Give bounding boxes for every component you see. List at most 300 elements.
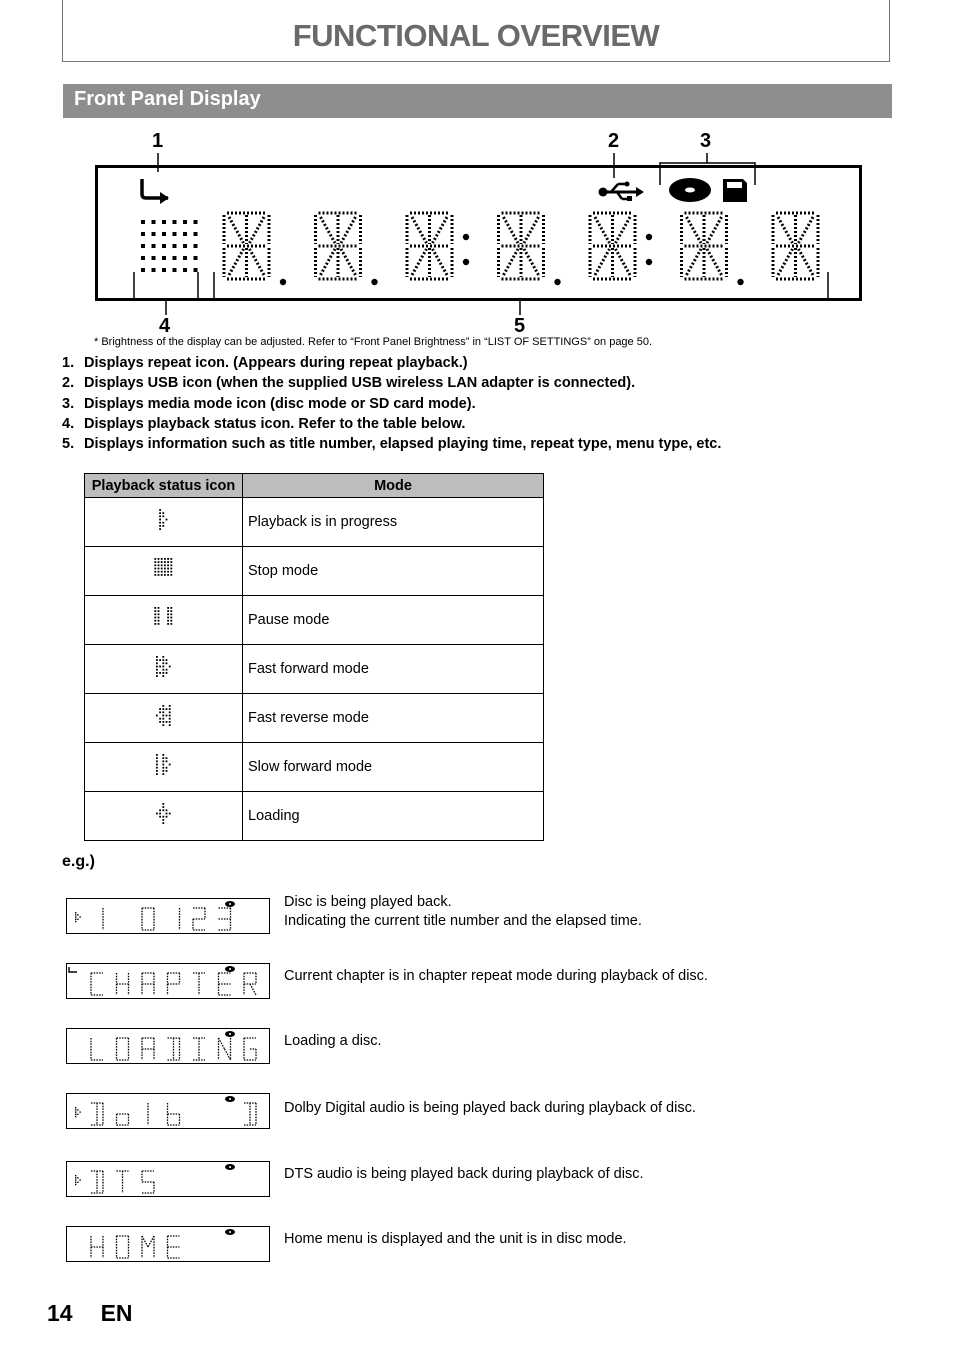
pattern-dot <box>168 715 170 717</box>
pattern-dot <box>162 770 164 772</box>
pattern-dot <box>156 662 158 664</box>
pattern-dot <box>157 568 159 570</box>
status-dot <box>77 914 78 915</box>
status-dot <box>79 1179 80 1180</box>
examples-label: e.g.) <box>62 853 95 870</box>
table-row: Pause mode <box>85 596 544 645</box>
pattern-dot <box>154 607 156 609</box>
pattern-dot <box>165 721 167 723</box>
status-dot <box>77 1109 78 1110</box>
table-row: Loading <box>85 792 544 841</box>
pattern-dot <box>167 613 169 615</box>
digit-segment <box>321 249 336 275</box>
table-row: Fast forward mode <box>85 645 544 694</box>
pattern-dot <box>162 515 164 517</box>
pattern-dot <box>154 620 156 622</box>
digit-segment <box>687 249 702 275</box>
digit-segment <box>595 249 610 275</box>
pattern-dot <box>165 659 167 661</box>
disc-hole <box>229 903 231 905</box>
matrix-dot <box>183 220 187 224</box>
glyph-segment <box>219 1038 225 1049</box>
matrix-dot <box>194 220 198 224</box>
usb-icon <box>599 182 645 202</box>
pattern-dot <box>170 561 172 563</box>
pattern-dot <box>154 571 156 573</box>
digit-segment <box>595 217 610 243</box>
pattern-dot <box>168 708 170 710</box>
pattern-dot <box>164 558 166 560</box>
pattern-dot <box>162 512 164 514</box>
pattern-dot <box>157 564 159 566</box>
pattern-dot <box>156 675 158 677</box>
pattern-dot <box>165 757 167 759</box>
status-dot <box>75 921 76 922</box>
matrix-dot <box>152 232 156 236</box>
status-dot <box>75 1111 76 1112</box>
pattern-dot <box>160 561 162 563</box>
pattern-dot <box>157 571 159 573</box>
digit-segment <box>687 217 702 243</box>
pattern-dot <box>165 715 167 717</box>
pattern-dot <box>162 767 164 769</box>
pattern-dot <box>162 705 164 707</box>
pattern-dot <box>165 816 167 818</box>
pattern-dot <box>170 558 172 560</box>
pattern-dot <box>156 659 158 661</box>
pattern-dot <box>159 519 161 521</box>
digit-segment <box>707 217 722 243</box>
pattern-dot <box>162 721 164 723</box>
pattern-dot <box>154 568 156 570</box>
example-display-chapter <box>66 963 270 999</box>
pattern-dot <box>162 718 164 720</box>
matrix-dot <box>183 232 187 236</box>
disc-hole <box>229 968 231 970</box>
disc-icon <box>669 178 711 202</box>
pattern-dot <box>162 764 164 766</box>
pattern-dot <box>159 522 161 524</box>
pattern-dot <box>156 757 158 759</box>
pattern-dot <box>160 571 162 573</box>
digit-segment <box>778 217 793 243</box>
pattern-dot <box>156 672 158 674</box>
pattern-dot <box>160 558 162 560</box>
pattern-dot <box>156 760 158 762</box>
callout-2: 2 <box>608 130 620 152</box>
pattern-dot <box>159 515 161 517</box>
pause-dot-icon <box>149 604 179 632</box>
pattern-dot <box>154 564 156 566</box>
pattern-dot <box>170 568 172 570</box>
glyph-segment <box>225 1049 231 1060</box>
pattern-dot <box>162 675 164 677</box>
status-dot <box>75 1177 76 1178</box>
segment-digit <box>773 213 818 279</box>
pattern-dot <box>156 715 158 717</box>
pattern-dot <box>154 623 156 625</box>
status-dot <box>75 916 76 917</box>
pattern-dot <box>162 656 164 658</box>
pattern-dot <box>157 617 159 619</box>
pattern-dot <box>168 721 170 723</box>
pattern-dot <box>162 754 164 756</box>
loading-dot-icon <box>149 800 179 828</box>
pattern-dot <box>159 528 161 530</box>
pattern-dot <box>162 724 164 726</box>
callout-3: 3 <box>700 130 712 152</box>
glyph-segment <box>148 1236 154 1247</box>
disc-hole <box>229 1231 231 1233</box>
digit-segment <box>707 249 722 275</box>
pattern-dot <box>162 715 164 717</box>
pattern-dot <box>157 613 159 615</box>
status-dot <box>75 1109 76 1110</box>
example-description: Home menu is displayed and the unit is in disc mode. <box>284 1231 627 1247</box>
pattern-dot <box>168 813 170 815</box>
matrix-dot <box>162 244 166 248</box>
pattern-dot <box>159 816 161 818</box>
disc-hole <box>229 1166 231 1168</box>
pattern-dot <box>164 568 166 570</box>
pattern-dot <box>164 561 166 563</box>
pattern-dot <box>156 813 158 815</box>
status-dot <box>75 912 76 913</box>
matrix-dot <box>173 220 177 224</box>
digit-segment <box>433 217 448 243</box>
pattern-dot <box>157 558 159 560</box>
example-display-dts <box>66 1161 270 1197</box>
segment-digit <box>316 213 378 285</box>
pattern-dot <box>170 617 172 619</box>
digit-segment <box>524 217 539 243</box>
pattern-dot <box>159 666 161 668</box>
matrix-dot <box>162 232 166 236</box>
seven-segment-digits <box>224 213 818 285</box>
example-description: Current chapter is in chapter repeat mode during playback of disc. <box>284 968 708 984</box>
matrix-dot <box>173 244 177 248</box>
playback-status-table <box>84 473 544 841</box>
pattern-dot <box>167 568 169 570</box>
digit-segment <box>616 217 631 243</box>
list-item: 4. Displays playback status icon. Refer to the table below. <box>62 415 466 432</box>
matrix-dot <box>141 220 145 224</box>
example-display-home <box>66 1226 270 1262</box>
footnote: * Brightness of the display can be adjusted. Refer to “Front Panel Brightness” in “LIST OF SETTINGS” on page 50. <box>94 336 653 348</box>
pattern-dot <box>162 708 164 710</box>
status-dot <box>77 919 78 920</box>
pattern-dot <box>165 760 167 762</box>
matrix-dot <box>194 244 198 248</box>
status-dot <box>77 1114 78 1115</box>
status-dot <box>77 1177 78 1178</box>
pattern-dot <box>165 813 167 815</box>
status-dot <box>75 1175 76 1176</box>
matrix-dot <box>152 220 156 224</box>
pattern-dot <box>170 623 172 625</box>
matrix-dot <box>141 232 145 236</box>
digit-segment <box>799 249 814 275</box>
pattern-dot <box>156 656 158 658</box>
pattern-dot <box>165 708 167 710</box>
pattern-dot <box>168 764 170 766</box>
pattern-dot <box>159 711 161 713</box>
play-dot-icon <box>149 506 179 534</box>
callout-5: 5 <box>514 315 526 337</box>
pattern-dot <box>165 767 167 769</box>
table-row: Playback is in progress <box>85 498 544 547</box>
pattern-dot <box>167 610 169 612</box>
pattern-dot <box>162 669 164 671</box>
segment-digit <box>682 213 744 285</box>
pattern-dot <box>156 764 158 766</box>
column-header: Mode <box>243 474 544 498</box>
pattern-dot <box>157 607 159 609</box>
pattern-dot <box>157 623 159 625</box>
digit-segment <box>250 249 265 275</box>
pattern-dot <box>167 607 169 609</box>
example-display-loading <box>66 1028 270 1064</box>
sd-card-icon <box>723 179 747 202</box>
pattern-dot <box>159 509 161 511</box>
list-item: 5. Displays information such as title number, elapsed playing time, repeat type, menu type, etc. <box>62 436 722 453</box>
matrix-dot <box>141 256 145 260</box>
pattern-dot <box>167 571 169 573</box>
pattern-dot <box>170 610 172 612</box>
pattern-dot <box>165 669 167 671</box>
pattern-dot <box>167 623 169 625</box>
matrix-dot <box>162 256 166 260</box>
pattern-dot <box>164 571 166 573</box>
table-row: Fast reverse mode <box>85 694 544 743</box>
list-item: 3. Displays media mode icon (disc mode or SD card mode). <box>62 395 476 412</box>
matrix-dot <box>194 268 198 272</box>
matrix-dot <box>194 256 198 260</box>
matrix-dot <box>162 220 166 224</box>
pattern-dot <box>154 617 156 619</box>
repeat-icon <box>142 179 169 204</box>
table-row: Slow forward mode <box>85 743 544 792</box>
pattern-dot <box>167 620 169 622</box>
disc-hole <box>229 1033 231 1035</box>
pattern-dot <box>168 711 170 713</box>
status-dot <box>79 1111 80 1112</box>
matrix-dot <box>141 268 145 272</box>
pattern-dot <box>170 613 172 615</box>
pattern-dot <box>170 571 172 573</box>
pattern-dot <box>160 574 162 576</box>
pattern-dot <box>159 721 161 723</box>
pattern-dot <box>162 822 164 824</box>
list-item: 2. Displays USB icon (when the supplied USB wireless LAN adapter is connected). <box>62 375 636 392</box>
digit-segment <box>412 249 427 275</box>
pattern-dot <box>170 620 172 622</box>
table-header-row <box>85 474 544 498</box>
digit-segment <box>250 217 265 243</box>
glyph-segment <box>142 1236 148 1247</box>
matrix-dot <box>173 256 177 260</box>
matrix-dot <box>183 244 187 248</box>
matrix-dot <box>173 232 177 236</box>
pattern-dot <box>154 574 156 576</box>
digit-segment <box>799 217 814 243</box>
status-dot <box>75 1116 76 1117</box>
pattern-dot <box>167 558 169 560</box>
front-panel-display <box>95 165 862 301</box>
digit-segment <box>616 249 631 275</box>
pattern-dot <box>156 773 158 775</box>
pattern-dot <box>162 803 164 805</box>
pattern-dot <box>162 816 164 818</box>
pattern-dot <box>156 669 158 671</box>
pattern-dot <box>167 574 169 576</box>
decimal-dot <box>737 279 743 285</box>
pattern-dot <box>162 662 164 664</box>
repeat-icon <box>69 967 77 972</box>
pattern-dot <box>154 561 156 563</box>
example-description: Loading a disc. <box>284 1033 382 1049</box>
pattern-dot <box>168 724 170 726</box>
pattern-dot <box>167 564 169 566</box>
segment-digit <box>499 213 561 285</box>
digit-segment <box>504 217 519 243</box>
status-dot <box>77 1182 78 1183</box>
pattern-dot <box>159 525 161 527</box>
pattern-dot <box>165 519 167 521</box>
segment-digit <box>590 213 652 279</box>
fast-reverse-dot-icon <box>149 702 179 730</box>
example-description: Disc is being played back. Indicating the current title number and the elapsed time. <box>284 894 642 929</box>
pattern-dot <box>162 809 164 811</box>
segment-digit <box>407 213 469 279</box>
callout-1: 1 <box>152 130 164 152</box>
digit-segment <box>341 249 356 275</box>
decimal-dot <box>554 279 560 285</box>
digit-segment <box>229 249 244 275</box>
pattern-dot <box>162 757 164 759</box>
status-dot <box>75 1182 76 1183</box>
pattern-dot <box>156 754 158 756</box>
pattern-dot <box>170 574 172 576</box>
pattern-dot <box>168 705 170 707</box>
pattern-dot <box>167 561 169 563</box>
status-dot <box>75 919 76 920</box>
callout-4: 4 <box>159 315 171 337</box>
pattern-dot <box>157 574 159 576</box>
digit-segment <box>321 217 336 243</box>
pattern-dot <box>160 564 162 566</box>
pattern-dot <box>168 718 170 720</box>
colon-dot <box>646 259 652 265</box>
pattern-dot <box>159 659 161 661</box>
pattern-dot <box>154 613 156 615</box>
pattern-dot <box>170 607 172 609</box>
pattern-dot <box>159 512 161 514</box>
pattern-dot <box>157 561 159 563</box>
pattern-dot <box>164 564 166 566</box>
digit-segment <box>778 249 793 275</box>
pattern-dot <box>156 767 158 769</box>
table-row: Stop mode <box>85 547 544 596</box>
pattern-dot <box>162 672 164 674</box>
matrix-dot <box>162 268 166 272</box>
pattern-dot <box>162 711 164 713</box>
list-item: 1. Displays repeat icon. (Appears during repeat playback.) <box>62 355 468 371</box>
digit-segment <box>341 217 356 243</box>
status-dot <box>75 1107 76 1108</box>
column-header: Playback status icon <box>85 474 243 498</box>
status-dot <box>75 1114 76 1115</box>
colon-dot <box>463 259 469 265</box>
pattern-dot <box>154 610 156 612</box>
status-dot <box>75 1184 76 1185</box>
pattern-dot <box>154 558 156 560</box>
pattern-dot <box>162 773 164 775</box>
pattern-dot <box>162 666 164 668</box>
glyph-segment <box>250 984 256 995</box>
pattern-dot <box>165 672 167 674</box>
pattern-dot <box>157 620 159 622</box>
pattern-dot <box>162 806 164 808</box>
status-dot <box>75 1179 76 1180</box>
matrix-dot <box>152 244 156 248</box>
pattern-dot <box>165 809 167 811</box>
pattern-dot <box>162 819 164 821</box>
digit-segment <box>433 249 448 275</box>
page-title: FUNCTIONAL OVERVIEW <box>292 18 660 53</box>
pattern-dot <box>162 659 164 661</box>
matrix-dot <box>152 268 156 272</box>
status-dot <box>79 916 80 917</box>
digit-segment <box>504 249 519 275</box>
disc-hole <box>229 1098 231 1100</box>
colon-dot <box>463 234 469 240</box>
colon-dot <box>646 234 652 240</box>
matrix-dot <box>183 268 187 272</box>
slow-forward-dot-icon <box>149 751 179 779</box>
description-list <box>62 353 721 454</box>
matrix-dot <box>173 268 177 272</box>
pattern-dot <box>156 666 158 668</box>
pattern-dot <box>168 666 170 668</box>
pattern-dot <box>162 525 164 527</box>
example-description: DTS audio is being played back during playback of disc. <box>284 1166 644 1182</box>
example-display-dolby <box>66 1093 270 1129</box>
pattern-dot <box>159 708 161 710</box>
pattern-dot <box>167 617 169 619</box>
pattern-dot <box>170 564 172 566</box>
status-dot <box>75 914 76 915</box>
example-display-title-time <box>66 898 270 934</box>
segment-digit <box>224 213 286 285</box>
page-number: 14 EN <box>47 1300 133 1326</box>
pattern-dot <box>157 610 159 612</box>
pattern-dot <box>160 568 162 570</box>
stop-dot-icon <box>149 555 179 583</box>
pattern-dot <box>162 522 164 524</box>
status-dot-matrix <box>141 220 198 272</box>
matrix-dot <box>183 256 187 260</box>
fast-forward-dot-icon <box>149 653 179 681</box>
pattern-dot <box>165 770 167 772</box>
pattern-dot <box>165 662 167 664</box>
pattern-dot <box>162 760 164 762</box>
digit-segment <box>412 217 427 243</box>
pattern-dot <box>159 809 161 811</box>
decimal-dot <box>280 279 286 285</box>
matrix-dot <box>141 244 145 248</box>
pattern-dot <box>159 672 161 674</box>
